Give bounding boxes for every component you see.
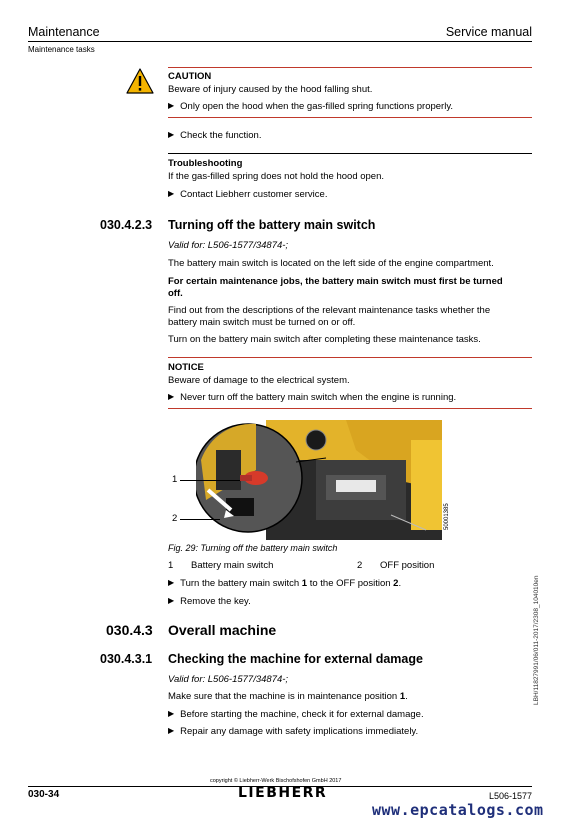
header-right-title: Service manual xyxy=(445,25,532,39)
check-step: ▶ Check the function. xyxy=(168,130,261,142)
caution-text: Beware of injury caused by the hood falling shut. xyxy=(168,84,373,95)
paragraph-bold-line2: off. xyxy=(168,288,183,299)
troubleshooting-title: Troubleshooting xyxy=(168,158,243,169)
troubleshooting-step: ▶ Contact Liebherr customer service. xyxy=(168,189,327,201)
paragraph: Make sure that the machine is in maintenance position 1. xyxy=(168,691,408,702)
footer-model: L506-1577 xyxy=(488,791,532,801)
section-number: 030.4.3.1 xyxy=(100,652,153,666)
step-remove-key: ▶ Remove the key. xyxy=(168,596,251,608)
header-subtitle: Maintenance tasks xyxy=(28,45,95,54)
section-number: 030.4.2.3 xyxy=(100,218,153,232)
troubleshooting-text: If the gas-filled spring does not hold the hood open. xyxy=(168,171,385,182)
callout-number: 1 xyxy=(172,474,178,485)
caution-bottom-rule xyxy=(168,117,532,118)
caution-step: ▶ Only open the hood when the gas-filled spring functions properly. xyxy=(168,101,453,113)
header-rule xyxy=(28,41,532,42)
header-left-title: Maintenance xyxy=(28,25,100,39)
legend-number: 1 xyxy=(168,560,174,571)
liebherr-logo: LIEBHERR xyxy=(238,785,328,801)
notice-top-rule xyxy=(168,357,532,358)
callout-number: 2 xyxy=(172,513,178,524)
section-number: 030.4.3 xyxy=(106,622,153,638)
figure-caption: Fig. 29: Turning off the battery main switch xyxy=(168,543,338,553)
callout-line-1 xyxy=(180,480,240,481)
legend-label: OFF position xyxy=(380,560,435,571)
section-title: Checking the machine for external damage xyxy=(168,652,423,666)
notice-step: ▶ Never turn off the battery main switch when the engine is running. xyxy=(168,392,456,404)
step-check-damage: ▶ Before starting the machine, check it for external damage. xyxy=(168,709,424,721)
paragraph: Turn on the battery main switch after completing these maintenance tasks. xyxy=(168,334,481,345)
valid-for: Valid for: L506-1577/34874-; xyxy=(168,240,289,251)
legend-number: 2 xyxy=(357,560,363,571)
step-turn-switch: ▶ Turn the battery main switch 1 to the OFF position 2. xyxy=(168,578,401,590)
section-title: Overall machine xyxy=(168,622,277,638)
notice-text: Beware of damage to the electrical system. xyxy=(168,375,350,386)
step-repair-damage: ▶ Repair any damage with safety implications immediately. xyxy=(168,726,418,738)
section-title: Turning off the battery main switch xyxy=(168,218,376,232)
watermark-link[interactable]: www.epcatalogs.com xyxy=(372,801,544,819)
troubleshooting-rule xyxy=(168,153,532,154)
notice-bottom-rule xyxy=(168,408,532,409)
notice-title: NOTICE xyxy=(168,362,204,373)
paragraph-line2: battery main switch must be turned on or off. xyxy=(168,317,356,328)
figure-code: 50001385 xyxy=(444,503,450,530)
callout-line-2 xyxy=(180,519,220,520)
caution-top-rule xyxy=(168,67,532,68)
warning-triangle-icon xyxy=(126,68,154,94)
footer-copyright: copyright © Liebherr-Werk Bischofshofen GmbH 2017 xyxy=(210,778,342,784)
legend-label: Battery main switch xyxy=(191,560,274,571)
valid-for: Valid for: L506-1577/34874-; xyxy=(168,674,289,685)
paragraph-bold-line1: For certain maintenance jobs, the battery main switch must first be turned xyxy=(168,276,503,287)
paragraph-line1: Find out from the descriptions of the relevant maintenance tasks whether the xyxy=(168,305,491,316)
paragraph: The battery main switch is located on the left side of the engine compartment. xyxy=(168,258,494,269)
caution-title: CAUTION xyxy=(168,71,212,82)
footer-page-number: 030-34 xyxy=(28,789,60,800)
document-code: LBH/11827991/06/011-2017/2308_104010en xyxy=(533,575,540,705)
